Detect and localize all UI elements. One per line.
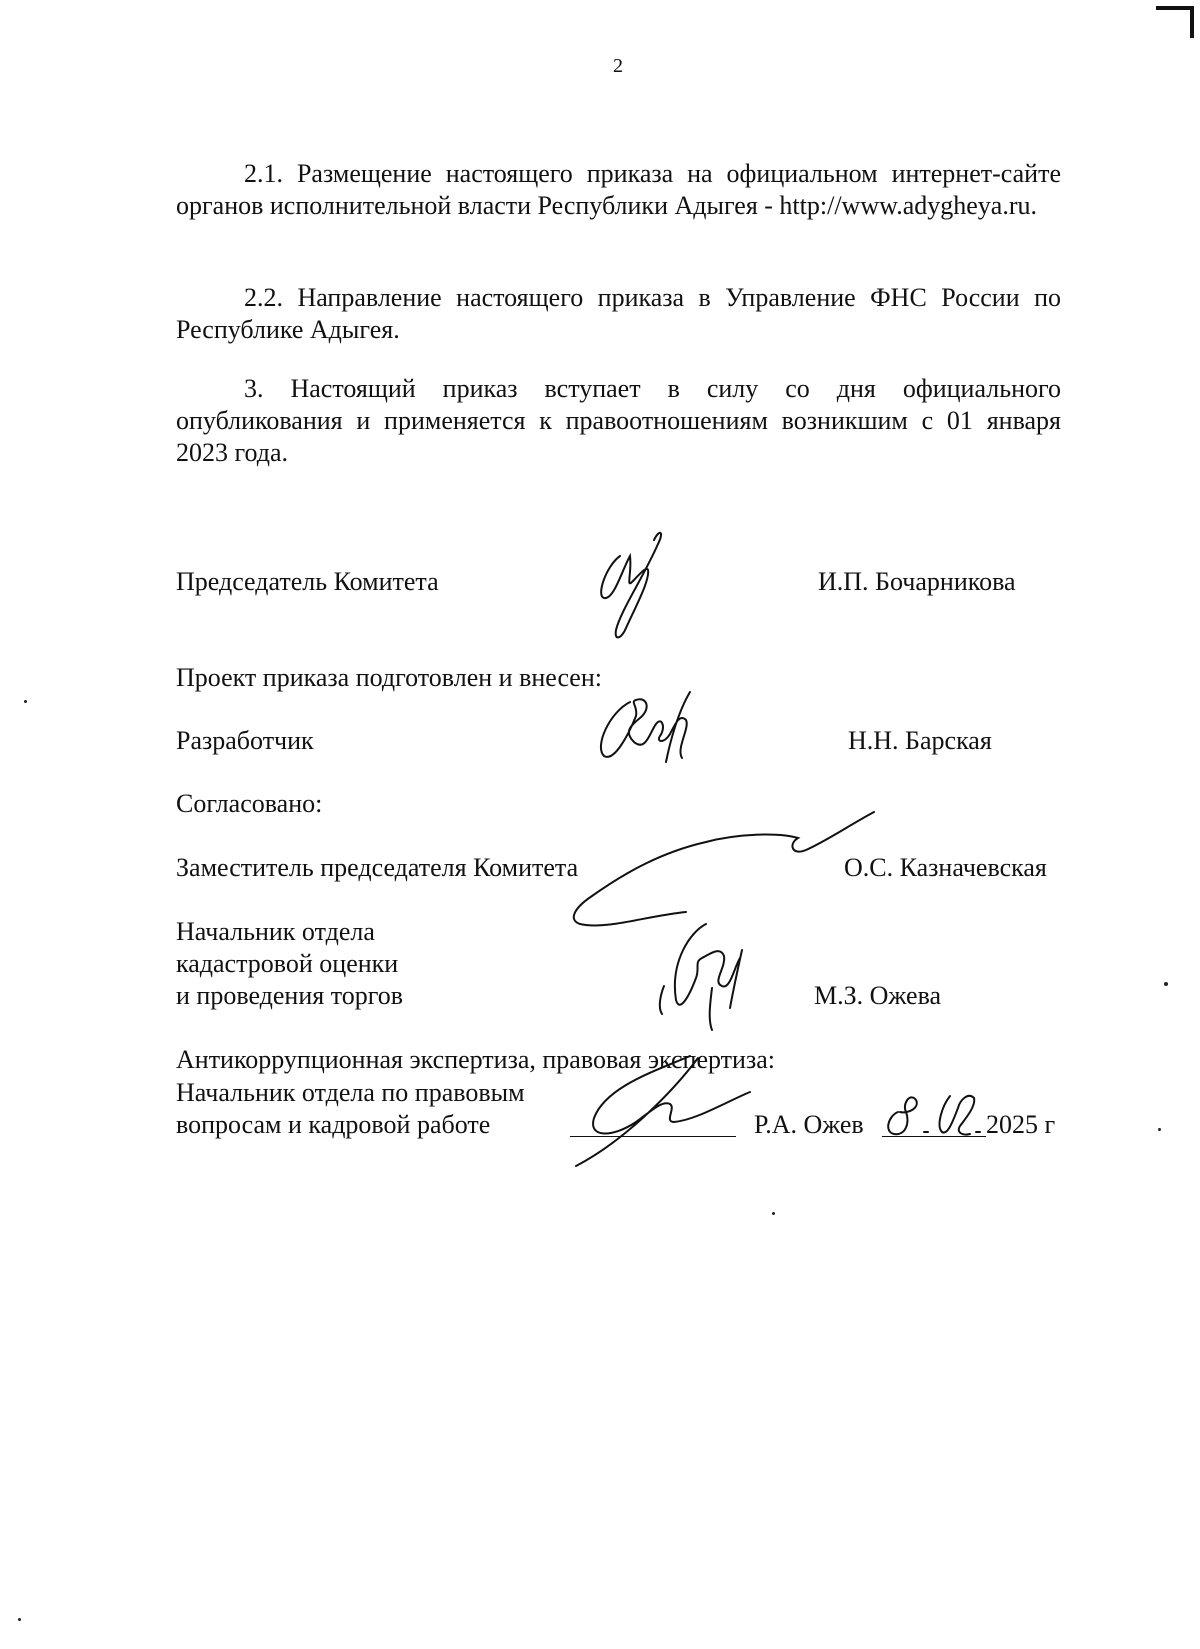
cadastral-head-position-line-1: Начальник отдела <box>176 917 375 946</box>
cadastral-head-position-line-2: кадастровой оценки <box>176 949 399 978</box>
agreed-heading: Согласовано: <box>176 789 323 818</box>
chairman-name: И.П. Бочарникова <box>818 567 1016 596</box>
legal-head-name: Р.А. Ожев <box>754 1110 864 1139</box>
expertise-heading: Антикоррупционная экспертиза, правовая экспертиза: <box>176 1045 775 1074</box>
legal-head-position-line-2: вопросам и кадровой работе <box>176 1110 491 1139</box>
scan-speck <box>18 1618 21 1621</box>
page-number: 2 <box>613 55 623 77</box>
paragraph-text: 2.1. Размещение настоящего приказа на официальном интернет-сайте органов исполнительной власти Республики Адыгея - http://www.adygheya.ru. <box>176 159 1061 220</box>
legal-head-signature-icon <box>566 1042 752 1170</box>
date-year-suffix: 2025 г <box>986 1110 1056 1139</box>
paragraph-text: 3. Настоящий приказ вступает в силу со дня официального опубликования и применяется к правоотношениям возникшим с 01 января 2023 года. <box>176 374 1061 467</box>
paragraph-2-2 <box>176 282 1061 346</box>
paragraph-2-1 <box>176 158 1061 222</box>
legal-head-position-line-1: Начальник отдела по правовым <box>176 1078 525 1107</box>
scan-speck <box>24 700 27 703</box>
prepared-heading: Проект приказа подготовлен и внесен: <box>176 663 602 692</box>
scan-speck <box>1158 1128 1161 1131</box>
deputy-position: Заместитель председателя Комитета <box>176 853 579 882</box>
cadastral-head-signature-icon <box>650 912 756 1032</box>
cadastral-head-position-line-3: и проведения торгов <box>176 981 404 1010</box>
paragraph-3 <box>176 373 1061 469</box>
scan-speck <box>1164 982 1168 986</box>
developer-name: Н.Н. Барская <box>848 726 992 755</box>
handwritten-date-icon <box>880 1082 990 1138</box>
developer-signature-icon <box>590 672 710 764</box>
deputy-name: О.С. Казначевская <box>844 853 1047 882</box>
chairman-signature-icon <box>592 526 688 644</box>
paragraph-text: 2.2. Направление настоящего приказа в Управление ФНС России по Республике Адыгея. <box>176 283 1061 344</box>
chairman-position: Председатель Комитета <box>176 567 439 596</box>
scan-edge-mark <box>1152 0 1200 40</box>
cadastral-head-name: М.З. Ожева <box>814 981 942 1010</box>
developer-position: Разработчик <box>176 726 314 755</box>
scan-speck <box>772 1212 775 1215</box>
